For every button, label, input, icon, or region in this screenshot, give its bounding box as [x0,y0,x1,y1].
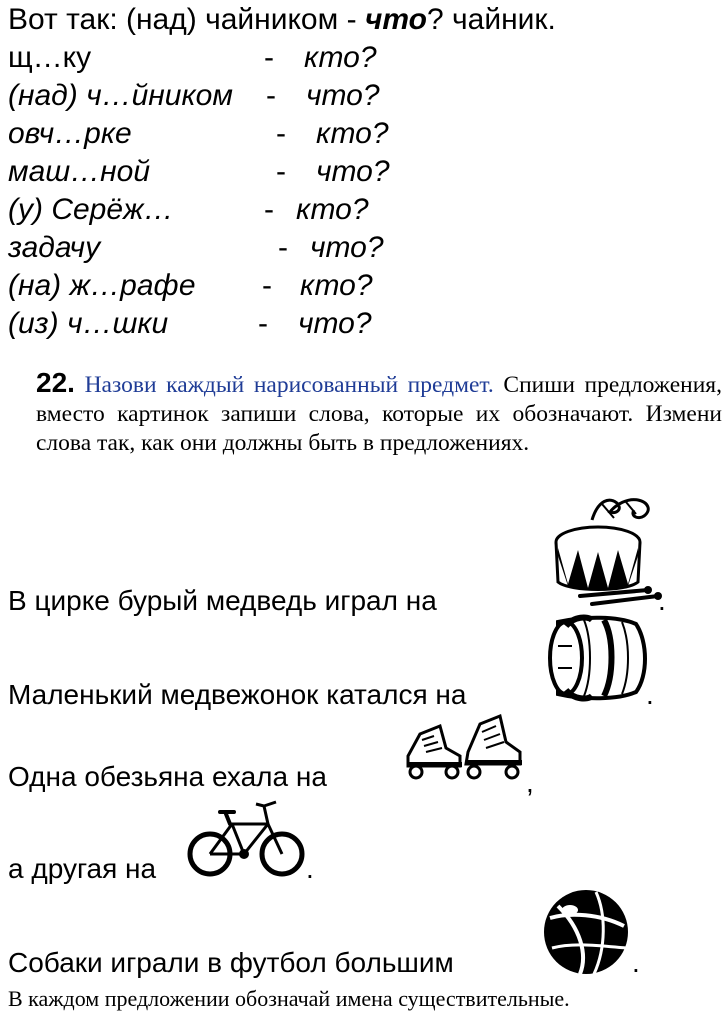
sentence-text: а другая на [8,853,157,884]
word-dash: - [276,155,286,188]
word-question: кто? [304,41,377,74]
sentence-end: . [632,947,640,978]
word-text: (на) ж…рафе [8,269,196,302]
footer-note: В каждом предложении обозначай имена существительные. [8,986,570,1011]
intro-suffix: ? чайник. [427,3,556,36]
word-item [8,268,196,304]
word-text: щ…ку [8,41,92,74]
sentence-text: В цирке бурый медведь играл на [8,585,437,616]
word-dash: - [258,307,268,340]
word-text: маш…ной [8,155,151,188]
sentence-4 [8,852,156,886]
task-heading: Назови каждый нарисованный предмет. [84,372,494,398]
word-dash: - [262,269,272,302]
ball-icon [540,888,634,976]
bicycle-icon [186,796,308,880]
word-item [8,78,233,114]
word-question: что? [298,307,372,340]
task-number: 22. [36,367,75,398]
word-item [8,230,100,266]
roller-skates-icon [400,712,526,782]
word-dash: - [266,79,276,112]
drum-icon [540,492,664,610]
word-item [8,306,168,342]
intro-line [8,2,556,38]
sentence-end: . [658,585,666,616]
sentence-5 [8,946,454,980]
word-item [8,40,91,76]
barrel-icon [544,616,646,700]
task-text: Спиши предложения, вместо картинок запиши слова, которые их обозначают. Измени слова так, как они должны быть в предложениях. [36,372,722,456]
word-question: кто? [316,117,389,150]
word-question: что? [310,231,384,264]
word-question: кто? [300,269,373,302]
word-dash: - [264,193,274,226]
word-dash: - [276,117,286,150]
intro-prefix: Вот так: (над) чайником - [8,3,365,36]
word-question: что? [306,79,380,112]
sentence-text: Одна обезьяна ехала на [8,761,327,792]
word-text: (из) ч…шки [8,307,169,340]
word-question: кто? [296,193,369,226]
sentence-1 [8,584,437,618]
word-text: (у) Серёж… [8,193,174,226]
word-text: задачу [8,231,101,264]
sentence-end: , [526,767,534,798]
sentence-2 [8,678,466,712]
word-item [8,192,174,228]
sentence-text: Собаки играли в футбол большим [8,947,454,978]
word-item [8,116,132,152]
word-text: (над) ч…йником [8,79,233,112]
word-text: овч…рке [8,117,132,150]
task-block [36,368,722,458]
sentence-text: Маленький медвежонок катался на [8,679,467,710]
sentence-3 [8,760,327,794]
sentence-end: . [646,679,654,710]
word-dash: - [278,231,288,264]
word-dash: - [264,41,274,74]
sentence-end: . [306,853,314,884]
intro-question: что [364,3,428,36]
word-item [8,154,150,190]
word-question: что? [316,155,390,188]
